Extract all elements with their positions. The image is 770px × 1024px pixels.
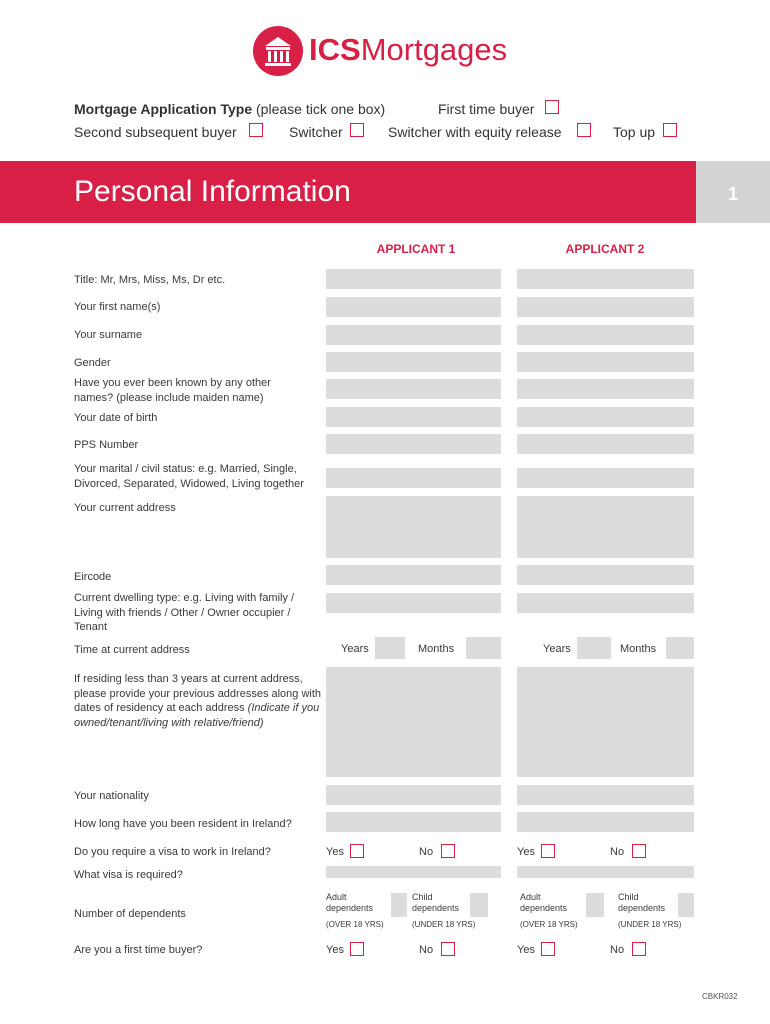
option-switcher-equity-checkbox[interactable] bbox=[577, 123, 591, 137]
applicant-1-gender-field[interactable] bbox=[326, 352, 501, 372]
form-code: CBKR032 bbox=[702, 992, 738, 1001]
question-gender: Gender bbox=[74, 357, 111, 369]
applicant-2-other-names-field[interactable] bbox=[517, 379, 694, 399]
question-title: Title: Mr, Mrs, Miss, Ms, Dr etc. bbox=[74, 274, 226, 286]
applicant-2-eircode-field[interactable] bbox=[517, 565, 694, 585]
applicant-2-over-18-note: (OVER 18 YRS) bbox=[520, 920, 578, 929]
brand-logo-text bbox=[309, 28, 507, 72]
option-first-time-buyer-checkbox[interactable] bbox=[545, 100, 559, 114]
question-time-at-address: Time at current address bbox=[74, 644, 190, 656]
applicant-2-years-field[interactable] bbox=[577, 637, 611, 659]
applicant-1-adult-dependents-label: Adult dependents bbox=[326, 892, 374, 913]
question-marital: Your marital / civil status: e.g. Married, Single, Divorced, Separated, Widowed, Living together bbox=[74, 463, 304, 490]
applicant-2-adult-dependents-field[interactable] bbox=[586, 893, 604, 917]
applicant-2-nationality-field[interactable] bbox=[517, 785, 694, 805]
applicant-2-previous-addresses-field[interactable] bbox=[517, 667, 694, 777]
applicant-2-years-label: Years bbox=[543, 643, 571, 655]
applicant-1-eircode-field[interactable] bbox=[326, 565, 501, 585]
applicant-1-visa-yes-label: Yes bbox=[326, 846, 344, 858]
question-other-names: Have you ever been known by any other names? (please include maiden name) bbox=[74, 377, 271, 404]
question-resident-ireland: How long have you been resident in Ireland? bbox=[74, 818, 292, 830]
applicant-2-visa-no-checkbox[interactable] bbox=[632, 844, 646, 858]
applicant-1-adult-dependents-field[interactable] bbox=[391, 893, 407, 917]
brand-name-rest: Mortgages bbox=[360, 32, 508, 67]
option-switcher-checkbox[interactable] bbox=[350, 123, 364, 137]
applicant-1-visa-no-label: No bbox=[419, 846, 434, 858]
applicant-1-marital-field[interactable] bbox=[326, 468, 501, 488]
applicant-2-dwelling-field[interactable] bbox=[517, 593, 694, 613]
option-switcher-label: Switcher bbox=[289, 124, 343, 140]
question-first-time-buyer: Are you a first time buyer? bbox=[74, 944, 203, 956]
applicant-1-child-dependents-field[interactable] bbox=[470, 893, 488, 917]
applicant-2-adult-dependents-label: Adult dependents bbox=[520, 892, 568, 913]
applicant-1-address-field[interactable] bbox=[326, 496, 501, 558]
applicant-2-child-dependents-field[interactable] bbox=[678, 893, 694, 917]
applicant-1-visa-yes-checkbox[interactable] bbox=[350, 844, 364, 858]
question-previous-addresses bbox=[74, 672, 322, 730]
applicant-2-dob-field[interactable] bbox=[517, 407, 694, 427]
applicant-1-months-field[interactable] bbox=[466, 637, 501, 659]
applicant-2-title-field[interactable] bbox=[517, 269, 694, 289]
applicant-1-dob-field[interactable] bbox=[326, 407, 501, 427]
applicant-2-months-field[interactable] bbox=[666, 637, 694, 659]
applicant-2-visa-yes-checkbox[interactable] bbox=[541, 844, 555, 858]
applicant-2-child-dependents-label: Child dependents bbox=[618, 892, 666, 913]
previous-addresses-note: (Indicate if you owned/tenant/living with relative/friend) bbox=[74, 702, 320, 729]
question-nationality: Your nationality bbox=[74, 790, 149, 802]
option-top-up-label: Top up bbox=[613, 124, 656, 140]
question-visa: Do you require a visa to work in Ireland? bbox=[74, 846, 271, 858]
applicant-1-under-18-note: (UNDER 18 YRS) bbox=[412, 920, 476, 929]
applicant-1-dwelling-field[interactable] bbox=[326, 593, 501, 613]
applicant-2-months-label: Months bbox=[620, 643, 657, 655]
applicant-1-pps-field[interactable] bbox=[326, 434, 501, 454]
section-number: 1 bbox=[696, 161, 770, 223]
brand-name-bold: ICS bbox=[309, 32, 361, 67]
application-type-note: (please tick one box) bbox=[256, 101, 386, 117]
applicant-1-child-dependents-label: Child dependents bbox=[412, 892, 460, 913]
applicant-1-nationality-field[interactable] bbox=[326, 785, 501, 805]
applicant-1-visa-no-checkbox[interactable] bbox=[441, 844, 455, 858]
option-second-subsequent-buyer-checkbox[interactable] bbox=[249, 123, 263, 137]
applicant-2-ftb-no-checkbox[interactable] bbox=[632, 942, 646, 956]
question-pps: PPS Number bbox=[74, 439, 139, 451]
applicant-1-title-field[interactable] bbox=[326, 269, 501, 289]
applicant-1-years-label: Years bbox=[341, 643, 369, 655]
previous-addresses-text: If residing less than 3 years at current address, please provide your previous addresses along with dates of residency at each address bbox=[74, 673, 322, 714]
applicant-1-over-18-note: (OVER 18 YRS) bbox=[326, 920, 384, 929]
applicant-1-previous-addresses-field[interactable] bbox=[326, 667, 501, 777]
question-first-names: Your first name(s) bbox=[74, 301, 161, 313]
application-type-label bbox=[74, 101, 385, 117]
applicant-1-years-field[interactable] bbox=[375, 637, 405, 659]
applicant-1-months-label: Months bbox=[418, 643, 455, 655]
applicant-2-visa-yes-label: Yes bbox=[517, 846, 535, 858]
section-title: Personal Information bbox=[74, 175, 351, 208]
applicant-1-resident-field[interactable] bbox=[326, 812, 501, 832]
applicant-2-under-18-note: (UNDER 18 YRS) bbox=[618, 920, 682, 929]
question-dependents: Number of dependents bbox=[74, 908, 186, 920]
applicant-1-other-names-field[interactable] bbox=[326, 379, 501, 399]
applicant-1-surname-field[interactable] bbox=[326, 325, 501, 345]
applicant-2-visa-no-label: No bbox=[610, 846, 625, 858]
applicant-2-header: APPLICANT 2 bbox=[565, 242, 645, 256]
applicant-1-first-names-field[interactable] bbox=[326, 297, 501, 317]
applicant-1-header: APPLICANT 1 bbox=[376, 242, 456, 256]
question-dob: Your date of birth bbox=[74, 412, 158, 424]
question-visa-type: What visa is required? bbox=[74, 869, 183, 881]
option-second-subsequent-buyer-label: Second subsequent buyer bbox=[74, 124, 237, 140]
applicant-2-marital-field[interactable] bbox=[517, 468, 694, 488]
option-top-up-checkbox[interactable] bbox=[663, 123, 677, 137]
applicant-2-surname-field[interactable] bbox=[517, 325, 694, 345]
applicant-2-ftb-yes-label: Yes bbox=[517, 944, 535, 956]
applicant-2-visa-type-field[interactable] bbox=[517, 866, 694, 878]
option-switcher-equity-label: Switcher with equity release bbox=[388, 124, 562, 140]
question-surname: Your surname bbox=[74, 329, 143, 341]
applicant-2-ftb-yes-checkbox[interactable] bbox=[541, 942, 555, 956]
option-first-time-buyer-label: First time buyer bbox=[438, 101, 535, 117]
question-address: Your current address bbox=[74, 502, 176, 514]
application-type-title: Mortgage Application Type bbox=[74, 101, 253, 117]
applicant-2-ftb-no-label: No bbox=[610, 944, 625, 956]
applicant-2-resident-field[interactable] bbox=[517, 812, 694, 832]
question-dwelling: Current dwelling type: e.g. Living with family / Living with friends / Other / Owner occupier / Tenant bbox=[74, 592, 295, 633]
applicant-1-ftb-yes-label: Yes bbox=[326, 944, 344, 956]
applicant-1-ftb-yes-checkbox[interactable] bbox=[350, 942, 364, 956]
applicant-2-gender-field[interactable] bbox=[517, 352, 694, 372]
bank-building-icon bbox=[253, 26, 303, 76]
applicant-2-address-field[interactable] bbox=[517, 496, 694, 558]
applicant-2-first-names-field[interactable] bbox=[517, 297, 694, 317]
applicant-1-ftb-no-label: No bbox=[419, 944, 434, 956]
applicant-1-visa-type-field[interactable] bbox=[326, 866, 501, 878]
question-eircode: Eircode bbox=[74, 571, 112, 583]
applicant-2-pps-field[interactable] bbox=[517, 434, 694, 454]
applicant-1-ftb-no-checkbox[interactable] bbox=[441, 942, 455, 956]
